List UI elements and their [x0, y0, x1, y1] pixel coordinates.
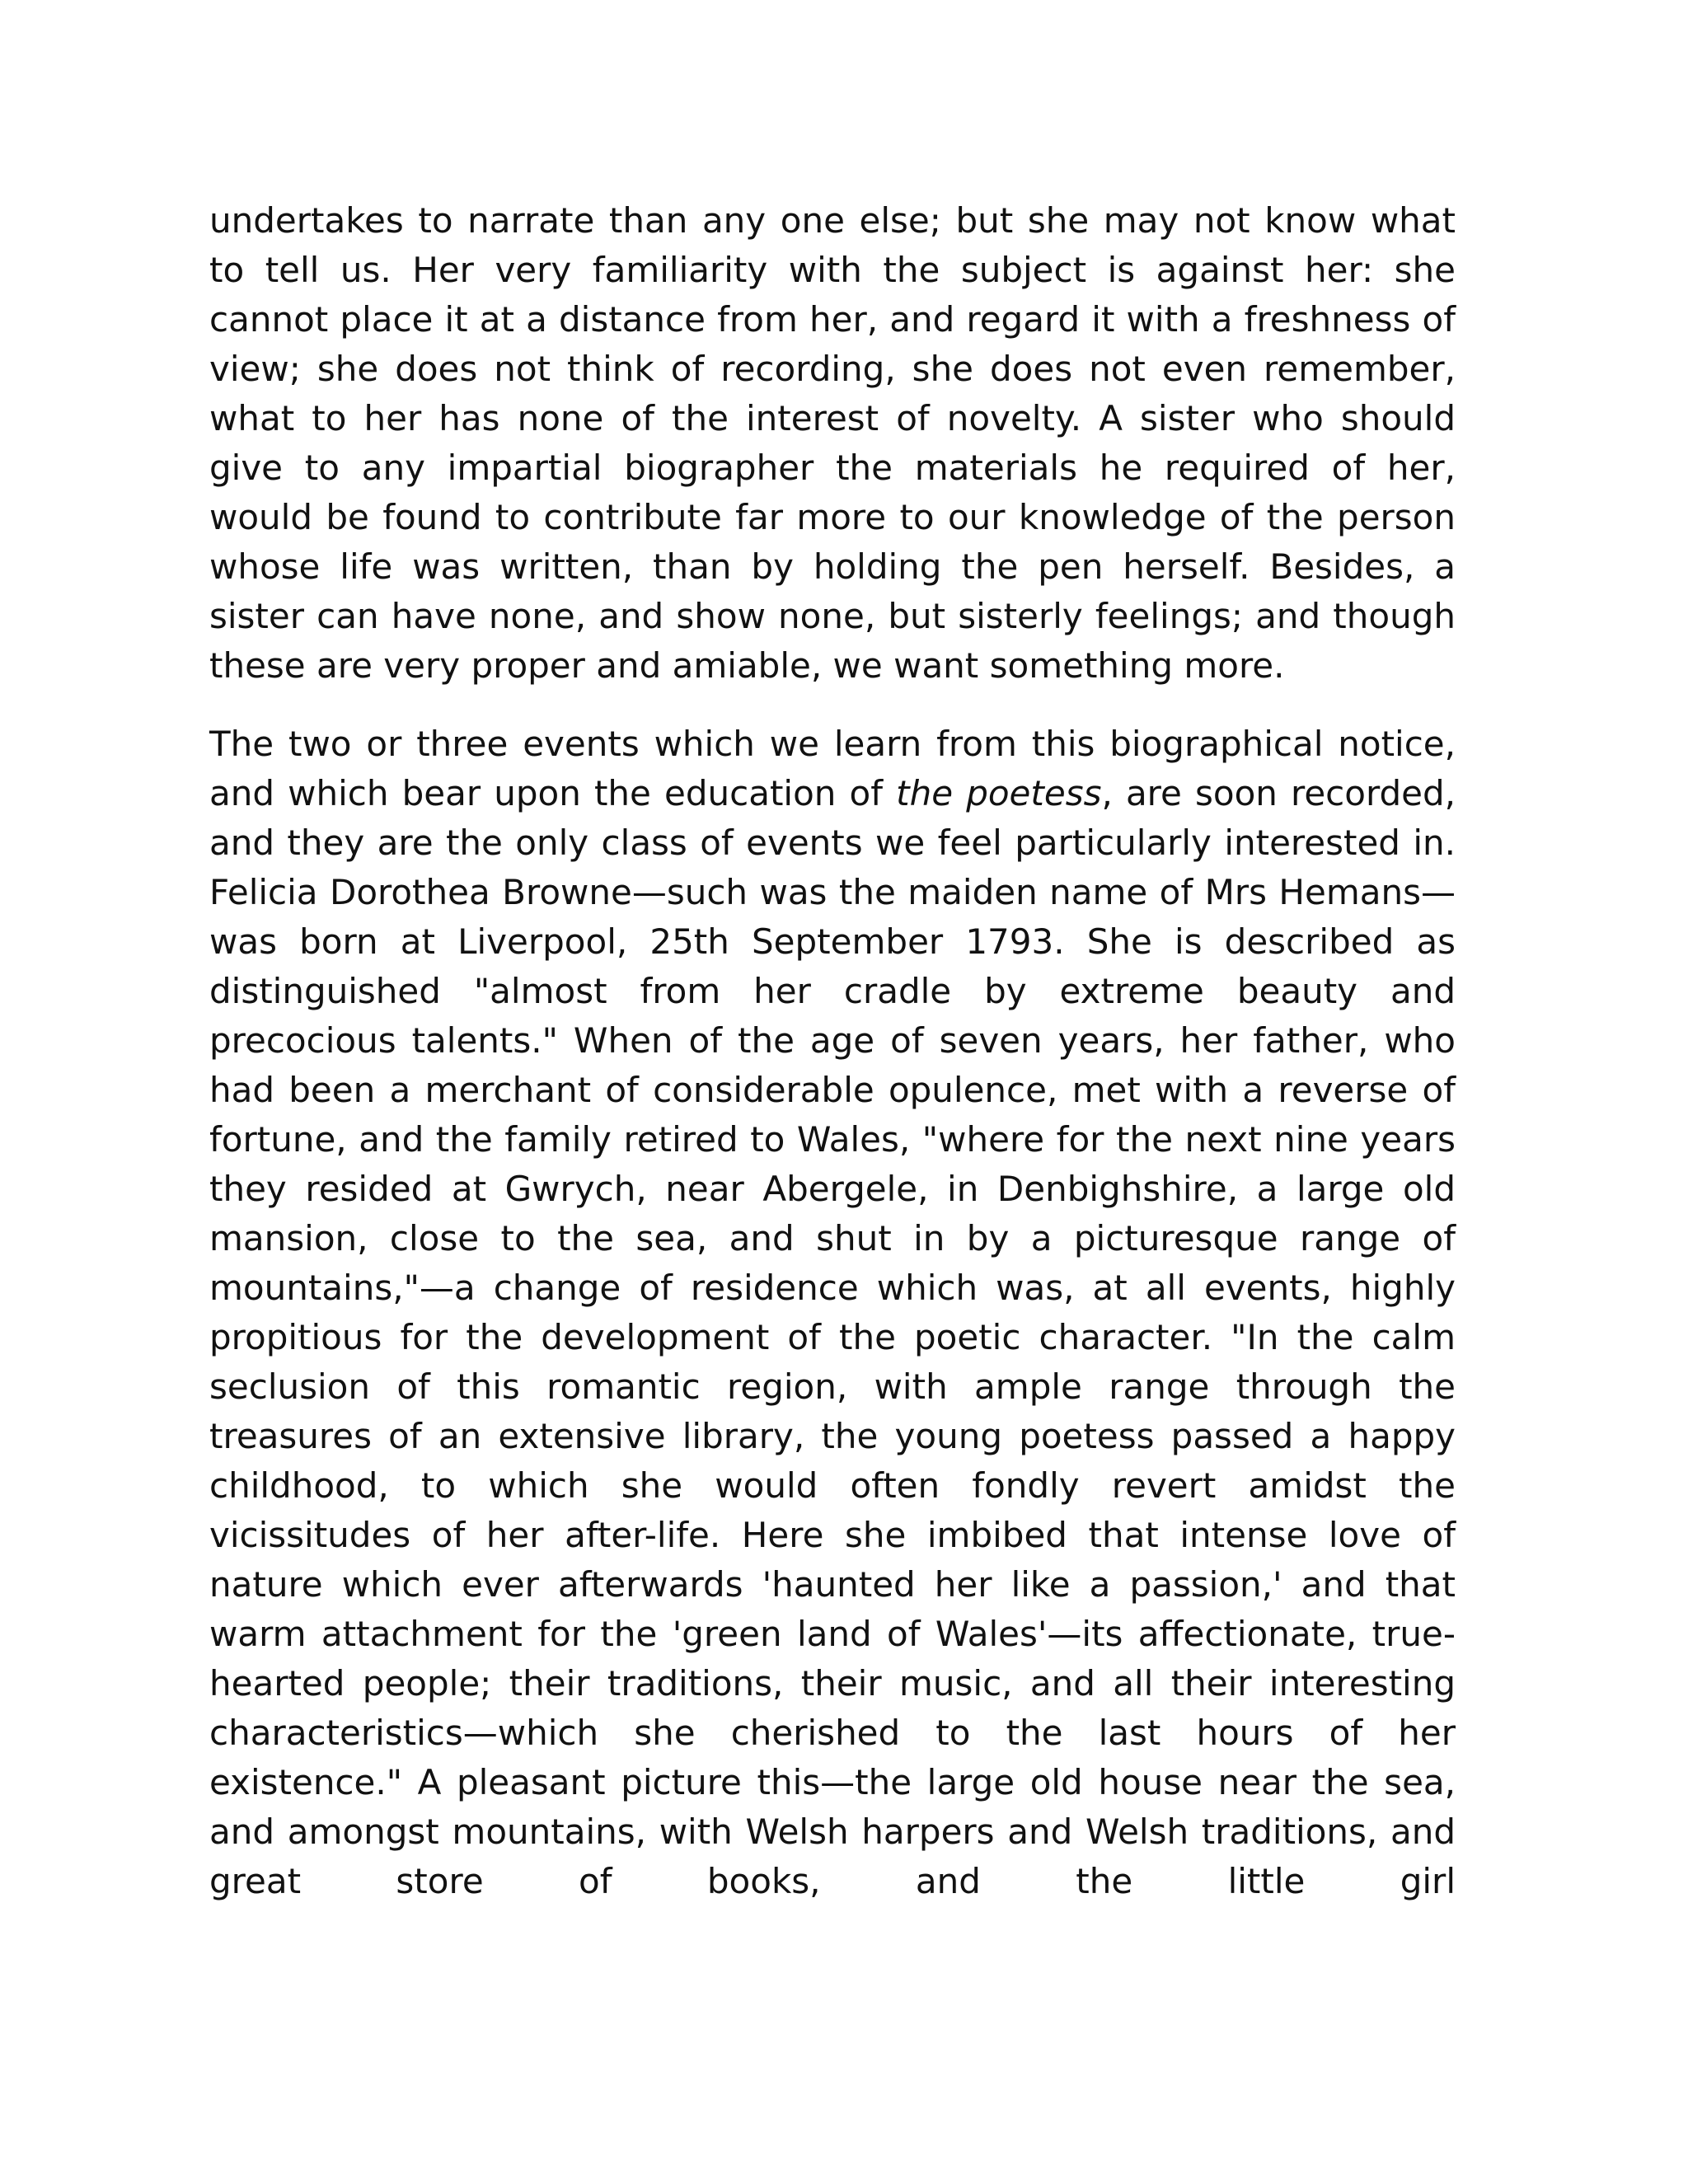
paragraph-2-text-rest: , are soon recorded, and they are the only class of events we feel particularly interested in. Felicia Dorothea Browne—such was the maiden name of Mrs Hemans—was born at Liverpool, 25th September 1793. She is described as distinguished "almost from her cradle by extreme beauty and precocious talents." When of the age of seven years, her father, who had been a merchant of considerable opulence, met with a reverse of fortune, and the family retired to Wales, "where for the next nine years they resided at Gwrych, near Abergele, in Denbighshire, a large old mansion, close to the sea, and shut in by a picturesque range of mountains,"—a change of residence which was, at all events, highly propitious for the development of the poetic character. "In the calm seclusion of this romantic region, with ample range through the treasures of an extensive library, the young poetess passed a happy childhood, to which she would often fondly revert amidst the vicissitudes of her after-life. Here she imbibed that intense love of nature which ever afterwards 'haunted her like a passion,' and that warm attachment for the 'green land of Wales'—its affectionate, true-hearted people; their traditions, their music, and all their interesting characteristics—which she cherished to the last hours of her existence." A pleasant picture this—the large old house near the sea, and amongst mountains, with Welsh harpers and Welsh traditions, and great store of books, and the little girl	[209, 773, 1456, 1901]
italic-phrase-the-poetess: the poetess	[896, 773, 1102, 813]
paragraph-2-text-start: The two or three events which we learn from this biographical notice, and which bear upon the education of	[209, 724, 1456, 813]
paragraph-1	[209, 196, 1456, 691]
paragraph-2	[209, 719, 1456, 1906]
document-page	[209, 196, 1456, 1935]
paragraph-1-text: undertakes to narrate than any one else; but she may not know what to tell us. Her very familiarity with the subject is against her: she cannot place it at a distance from her, and regard it with a freshness of view; she does not think of recording, she does not even remember, what to her has none of the interest of novelty. A sister who should give to any impartial biographer the materials he required of her, would be found to contribute far more to our knowledge of the person whose life was written, than by holding the pen herself. Besides, a sister can have none, and show none, but sisterly feelings; and though these are very proper and amiable, we want something more.	[209, 200, 1456, 686]
